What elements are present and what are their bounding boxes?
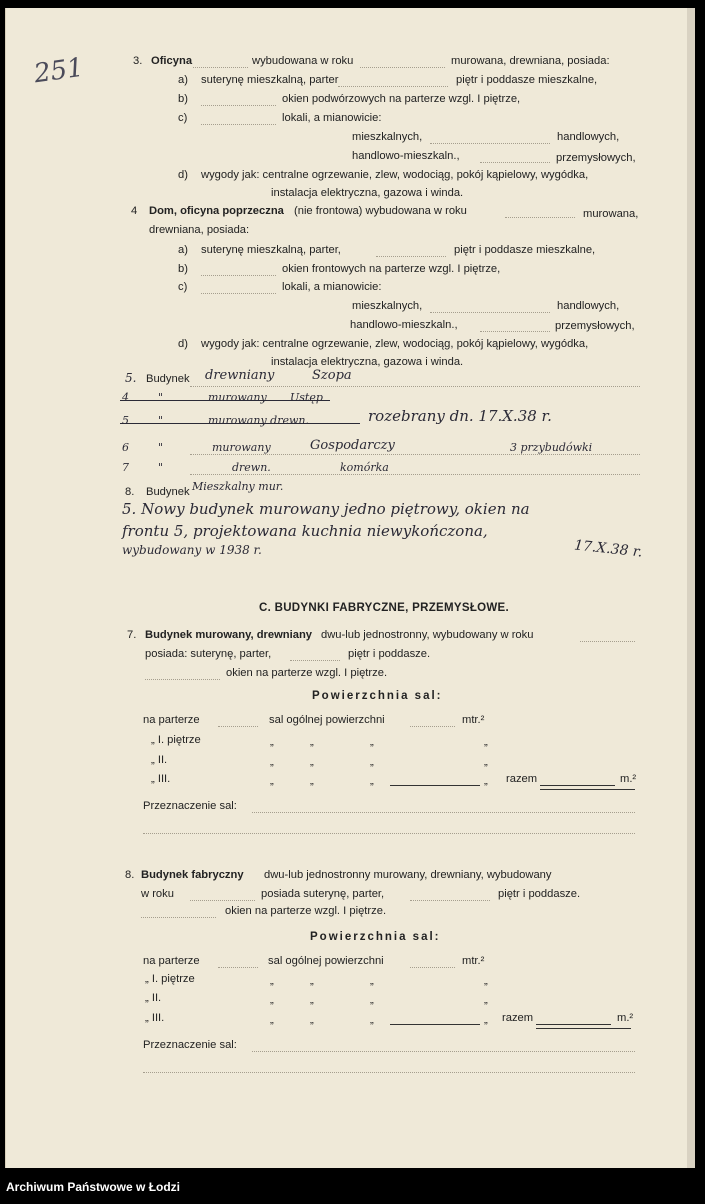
- sec7-row2-label: „ I. piętrze: [151, 734, 201, 746]
- sec3-d-text2: instalacja elektryczna, gazowa i winda.: [271, 187, 464, 199]
- fill-line: [218, 726, 258, 727]
- sec3-a-marker: a): [178, 74, 188, 86]
- row7-type: drewn.: [232, 461, 271, 474]
- row6-ditto: ": [158, 441, 164, 454]
- fill-line: [252, 812, 635, 813]
- ditto: „: [484, 1014, 488, 1026]
- strike-line: [120, 423, 360, 424]
- row6-name: Gospodarczy: [310, 438, 395, 453]
- fill-line: [505, 217, 575, 218]
- row5-ditto: ": [158, 414, 164, 427]
- sec4-handlowo-mieszkaln: handlowo-mieszkaln.,: [350, 319, 458, 331]
- sec3-przemyslowych: przemysłowych,: [556, 152, 636, 164]
- fill-line: [190, 900, 255, 901]
- budynek5-hw-type: drewniany: [205, 368, 275, 383]
- sec7-razem: razem: [506, 773, 538, 785]
- ditto: „: [484, 975, 488, 987]
- fill-line: [145, 679, 220, 680]
- ditto: „: [270, 994, 274, 1006]
- note-line1: 5. Nowy budynek murowany jedno piętrowy, okien na: [122, 500, 530, 518]
- fill-line: [201, 275, 276, 276]
- row5-type: murowany drewn.: [208, 414, 309, 427]
- ditto: „: [370, 1014, 374, 1026]
- sec8-line2b: posiada suterynę, parter,: [261, 888, 385, 900]
- sum-line: [536, 1024, 611, 1025]
- sec4-material: murowana,: [583, 208, 639, 220]
- ditto: „: [370, 756, 374, 768]
- sec3-a-text2: piętr i poddasze mieszkalne,: [456, 74, 598, 86]
- sec7-line2a: posiada: suterynę, parter,: [145, 648, 272, 660]
- archive-name: Archiwum Państwowe w Łodzi: [6, 1180, 181, 1194]
- sec8-line2c: piętr i poddasze.: [498, 888, 581, 900]
- ditto: „: [310, 756, 314, 768]
- sec8-pow-title: Powierzchnia sal:: [310, 931, 441, 943]
- sec8-line2a: w roku: [141, 888, 174, 900]
- sec4-d-text: wygody jak: centralne ogrzewanie, zlew, wodociąg, pokój kąpielowy, wygódka,: [201, 338, 589, 350]
- sec7-row1-unit: mtr.²: [462, 714, 485, 726]
- sec4-d-text2: instalacja elektryczna, gazowa i winda.: [271, 356, 464, 368]
- sec8-razem: razem: [502, 1012, 534, 1024]
- budynek8-label: Budynek: [146, 486, 190, 498]
- sec8-row1-label: na parterze: [143, 955, 200, 967]
- note-line3: wybudowany w 1938 r.: [122, 543, 262, 557]
- ditto: „: [484, 775, 488, 787]
- sec7-m2: m.²: [620, 773, 637, 785]
- sec7-line3: okien na parterze wzgl. I piętrze.: [226, 667, 388, 679]
- sec8-title: Budynek fabryczny: [141, 869, 244, 881]
- sec3-built: wybudowana w roku: [252, 55, 354, 67]
- archive-footer: [0, 1172, 705, 1204]
- sec3-a-text: suterynę mieszkalną, parter: [201, 74, 339, 86]
- sec7-row4-label: „ III.: [151, 773, 171, 785]
- fill-line: [252, 1051, 635, 1052]
- ditto: „: [270, 1014, 274, 1026]
- section-c-title: C. BUDYNKI FABRYCZNE, PRZEMYSŁOWE.: [259, 602, 510, 614]
- row6-type: murowany: [212, 441, 271, 454]
- fill-line: [480, 331, 550, 332]
- sec7-row1-label: na parterze: [143, 714, 200, 726]
- sec4-przemyslowych: przemysłowych,: [555, 320, 635, 332]
- budynek5-number: 5.: [125, 371, 137, 385]
- fill-line: [143, 833, 635, 834]
- ditto: „: [484, 736, 488, 748]
- fill-line: [360, 67, 445, 68]
- row6-number: 6: [122, 441, 129, 454]
- sec4-handlowych: handlowych,: [557, 300, 620, 312]
- sec4-mieszkalnych: mieszkalnych,: [352, 300, 423, 312]
- fill-line: [410, 967, 455, 968]
- sec3-handlowo-mieszkaln: handlowo-mieszkaln.,: [352, 150, 460, 162]
- fill-line: [338, 86, 448, 87]
- row5-number: 5: [122, 414, 129, 427]
- row4-number: 4: [122, 391, 129, 404]
- sec3-material: murowana, drewniana, posiada:: [451, 55, 610, 67]
- sec4-title: Dom, oficyna poprzeczna: [149, 205, 284, 217]
- row4-ditto: ": [158, 391, 164, 404]
- sec3-mieszkalnych: mieszkalnych,: [352, 131, 423, 143]
- fill-line: [141, 917, 216, 918]
- sec4-rest: (nie frontowa) wybudowana w roku: [294, 205, 467, 217]
- sec7-pow-title: Powierzchnia sal:: [312, 690, 443, 702]
- sec3-d-marker: d): [178, 169, 188, 181]
- sec8-row1-unit: mtr.²: [462, 955, 485, 967]
- sec7-rest: dwu-lub jednostronny, wybudowany w roku: [321, 629, 534, 641]
- sec7-title: Budynek murowany, drewniany: [145, 629, 313, 641]
- row4-type: murowany: [208, 391, 267, 404]
- note-date: 17.X.38 r.: [573, 537, 644, 561]
- ditto: „: [370, 736, 374, 748]
- ditto: „: [310, 775, 314, 787]
- ditto: „: [270, 756, 274, 768]
- fill-line: [430, 312, 550, 313]
- sum-double-line: [540, 789, 635, 790]
- fill-line: [143, 1072, 635, 1073]
- fill-line: [480, 162, 550, 163]
- fill-line: [430, 143, 550, 144]
- ditto: „: [484, 994, 488, 1006]
- page-number: 251: [32, 52, 86, 90]
- budynek5-hw-name: Szopa: [312, 368, 352, 383]
- sec4-c-text: lokali, a mianowicie:: [282, 281, 382, 293]
- sum-line: [540, 785, 615, 786]
- ditto: „: [270, 775, 274, 787]
- sec3-d-text: wygody jak: centralne ogrzewanie, zlew, wodociąg, pokój kąpielowy, wygódka,: [201, 169, 589, 181]
- fill-line: [410, 726, 455, 727]
- sec4-material2: drewniana, posiada:: [149, 224, 250, 236]
- row6-note: 3 przybudówki: [510, 441, 593, 454]
- fill-line: [201, 124, 276, 125]
- sec7-row1-sal: sal ogólnej powierzchni: [269, 714, 385, 726]
- sec8-row4-label: „ III.: [145, 1012, 165, 1024]
- fill-line: [190, 454, 640, 455]
- ditto: „: [270, 736, 274, 748]
- sum-line: [390, 1024, 480, 1025]
- ditto: „: [370, 994, 374, 1006]
- sec3-b-text: okien podwórzowych na parterze wzgl. I piętrze,: [282, 93, 521, 105]
- sec8-m2: m.²: [617, 1012, 634, 1024]
- sec8-rest: dwu-lub jednostronny murowany, drewniany, wybudowany: [264, 869, 552, 881]
- sec4-b-text: okien frontowych na parterze wzgl. I piętrze,: [282, 263, 501, 275]
- sec7-row3-label: „ II.: [151, 754, 168, 766]
- sec3-c-marker: c): [178, 112, 188, 124]
- ditto: „: [270, 975, 274, 987]
- page-edge: [687, 8, 695, 1168]
- sum-line: [390, 785, 480, 786]
- fill-line: [201, 105, 276, 106]
- sec4-a-marker: a): [178, 244, 188, 256]
- sec8-row3-label: „ II.: [145, 992, 162, 1004]
- fill-line: [218, 967, 258, 968]
- ditto: „: [310, 1014, 314, 1026]
- fill-line: [580, 641, 635, 642]
- fill-line: [290, 660, 340, 661]
- sec3-b-marker: b): [178, 93, 188, 105]
- sec8-number: 8.: [125, 869, 135, 881]
- sec7-number: 7.: [127, 629, 137, 641]
- ditto: „: [310, 994, 314, 1006]
- sec8-row2-label: „ I. piętrze: [145, 973, 195, 985]
- row7-name: komórka: [340, 461, 389, 474]
- fill-line: [190, 474, 640, 475]
- sec8-przeznaczenie: Przeznaczenie sal:: [143, 1039, 237, 1051]
- sec8-line3: okien na parterze wzgl. I piętrze.: [225, 905, 387, 917]
- fill-line: [376, 256, 446, 257]
- sec8-row1-sal: sal ogólnej powierzchni: [268, 955, 384, 967]
- sec7-przeznaczenie: Przeznaczenie sal:: [143, 800, 237, 812]
- sec4-a-text2: piętr i poddasze mieszkalne,: [454, 244, 596, 256]
- fill-line: [193, 67, 248, 68]
- budynek8-number: 8.: [125, 486, 135, 498]
- sum-double-line: [536, 1028, 631, 1029]
- sec3-number: 3.: [133, 55, 143, 67]
- fill-line: [190, 386, 640, 387]
- sec4-number: 4: [131, 205, 138, 217]
- budynek8-hw: Mieszkalny mur.: [192, 480, 284, 493]
- document-page: [5, 8, 688, 1168]
- sec3-handlowych: handlowych,: [557, 131, 620, 143]
- ditto: „: [484, 756, 488, 768]
- fill-line: [201, 293, 276, 294]
- row7-ditto: ": [158, 461, 164, 474]
- fill-line: [410, 900, 490, 901]
- ditto: „: [370, 975, 374, 987]
- row4-name: Ustęp: [290, 391, 323, 404]
- sec7-line2b: piętr i poddasze.: [348, 648, 431, 660]
- sec4-a-text: suterynę mieszkalną, parter,: [201, 244, 341, 256]
- strike-line: [120, 400, 330, 401]
- row7-number: 7: [122, 461, 129, 474]
- sec3-c-text: lokali, a mianowicie:: [282, 112, 382, 124]
- budynek5-label: Budynek: [146, 373, 190, 385]
- sec3-title: Oficyna: [151, 55, 193, 67]
- sec4-b-marker: b): [178, 263, 188, 275]
- sec4-d-marker: d): [178, 338, 188, 350]
- ditto: „: [310, 736, 314, 748]
- row5-note: rozebrany dn. 17.X.38 r.: [368, 407, 552, 425]
- sec4-c-marker: c): [178, 281, 188, 293]
- ditto: „: [310, 975, 314, 987]
- note-line2: frontu 5, projektowana kuchnia niewykończona,: [122, 522, 488, 540]
- ditto: „: [370, 775, 374, 787]
